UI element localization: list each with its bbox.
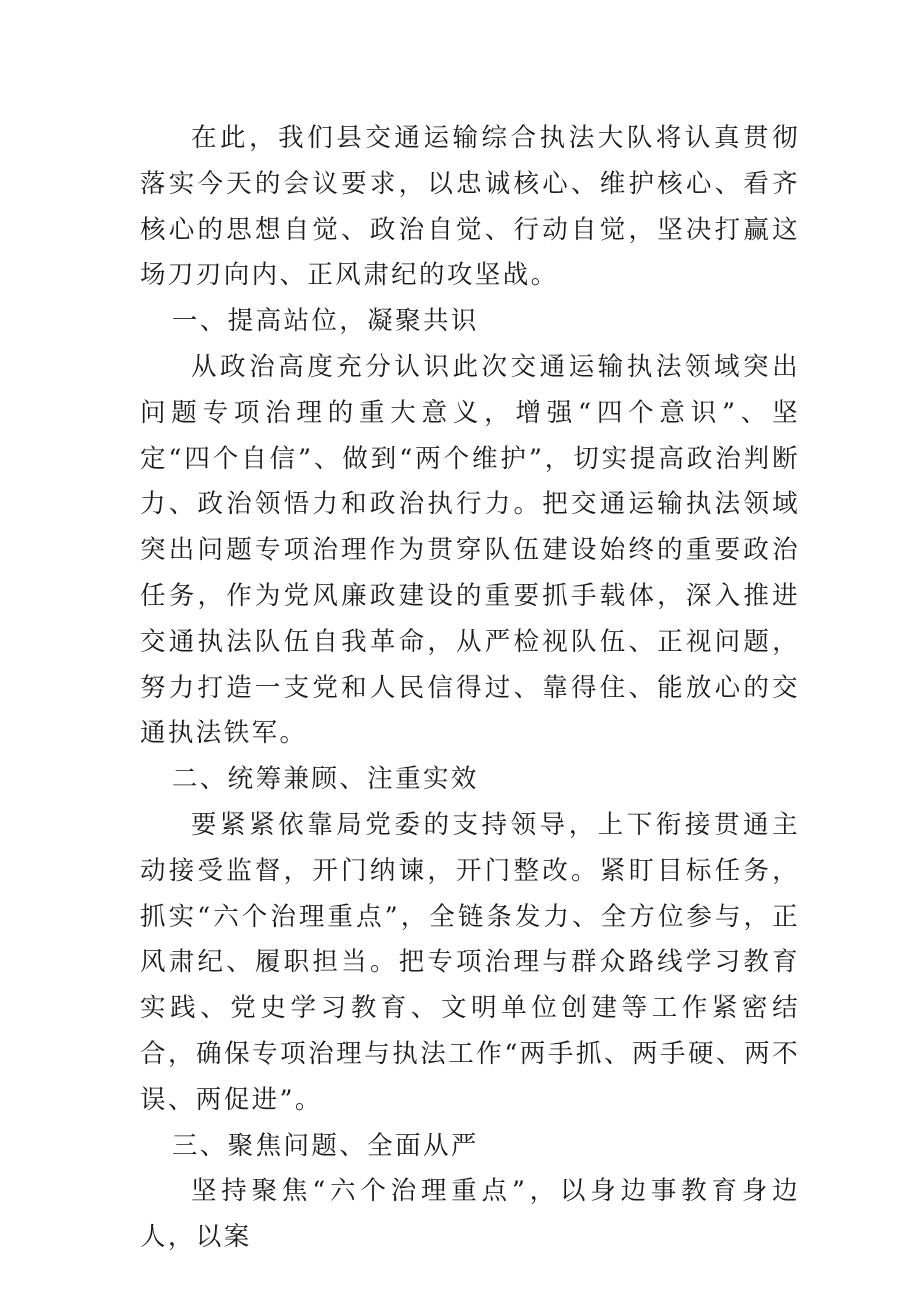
document-body	[140, 116, 800, 1261]
paragraph-section-3: 坚持聚焦“六个治理重点”，以身边事教育身边人，以案	[140, 1176, 800, 1253]
section-heading-1: 一、提高站位，凝聚共识	[171, 306, 479, 337]
section-heading-2: 二、统筹兼顾、注重实效	[171, 764, 479, 795]
section-heading-3: 三、聚焦问题、全面从严	[171, 1130, 479, 1161]
paragraph-section-2: 要紧紧依靠局党委的支持领导，上下衔接贯通主动接受监督，开门纳谏，开门整改。紧盯目标任务，抓实“六个治理重点”，全链条发力、全方位参与，正风肃纪、履职担当。把专项治理与群众路线学习教育实践、党史学习教育、文明单位创建等工作紧密结合，确保专项治理与执法工作“两手抓、两手硬、两不误、两促进”。	[140, 809, 800, 1115]
paragraph-section-1: 从政治高度充分认识此次交通运输执法领域突出问题专项治理的重大意义，增强“四个意识”、坚定“四个自信”、做到“两个维护”，切实提高政治判断力、政治领悟力和政治执行力。把交通运输执法领域突出问题专项治理作为贯穿队伍建设始终的重要政治任务，作为党风廉政建设的重要抓手载体，深入推进交通执法队伍自我革命，从严检视队伍、正视问题，努力打造一支党和人民信得过、靠得住、能放心的交通执法铁军。	[140, 351, 800, 749]
paragraph-intro: 在此，我们县交通运输综合执法大队将认真贯彻落实今天的会议要求，以忠诚核心、维护核心、看齐核心的思想自觉、政治自觉、行动自觉，坚决打赢这场刀刃向内、正风肃纪的攻坚战。	[140, 123, 800, 291]
